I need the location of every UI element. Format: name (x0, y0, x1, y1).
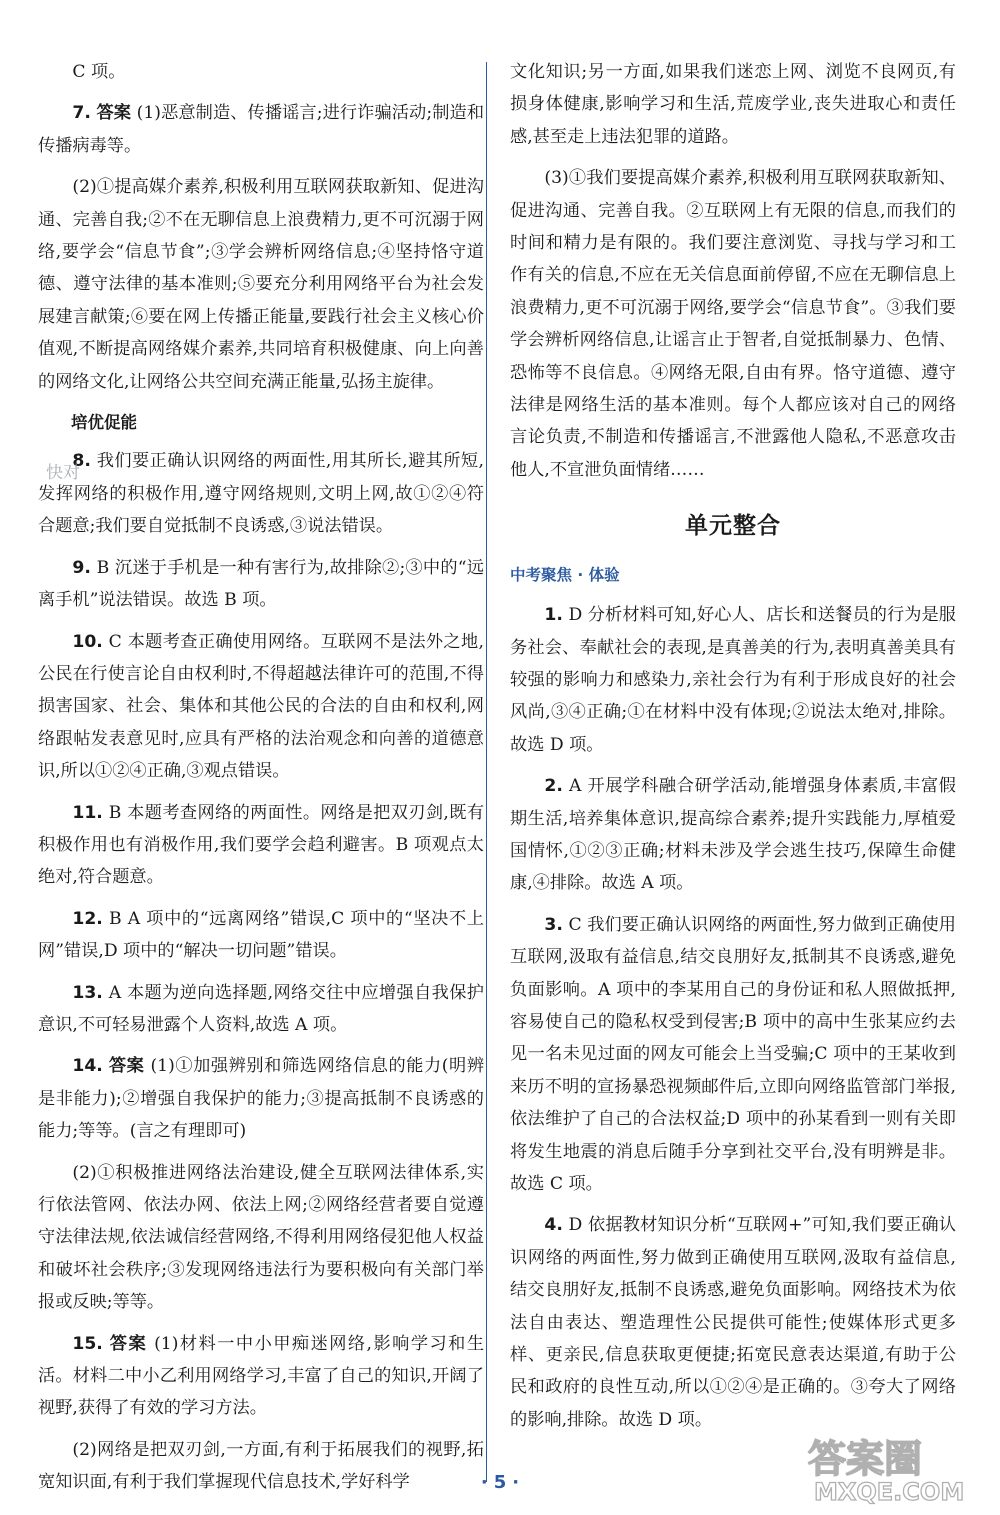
left-column (38, 56, 484, 1508)
answer-7: 7. 答案 (1)恶意制造、传播谣言;进行诈骗活动;制造和传播病毒等。 (38, 103, 485, 156)
answer-11: 11. B 本题考查网络的两面性。网络是把双刃剑,既有积极作用也有消极作用,我们要学会趋利避害。B 项观点太绝对,符合题意。 (38, 802, 485, 888)
watermark-logo-icon (800, 1428, 990, 1508)
answer-15: 15. 答案 (1)材料一中小甲痴迷网络,影响学习和生活。材料二中小乙利用网络学习,丰富了自己的知识,开阔了视野,获得了有效的学习方法。 (38, 1333, 485, 1419)
answer-14-part-2: (2)①积极推进网络法治建设,健全互联网法律体系,实行依法管网、依法办网、依法上网;②网络经营者要自觉遵守法律法规,依法诚信经营网络,不得利用网络侵犯他人权益和破坏社会秩序;③发现网络违法行为要积极向有关部门举报或反映;等等。 (38, 1162, 484, 1313)
right-column (510, 56, 956, 1445)
answer-13: 13. A 本题为逆向选择题,网络交往中应增强自我保护意识,不可轻易泄露个人资料,故选 A 项。 (38, 982, 484, 1035)
unit-title: 单元整合 (685, 513, 781, 540)
answer-9: 9. B 沉迷于手机是一种有害行为,故排除②;③中的“远离手机”说法错误。故选 B 项。 (38, 557, 484, 611)
watermark-text-url: MXQE.COM (814, 1478, 965, 1506)
watermark-text-main: 答案圈 (808, 1437, 923, 1481)
faint-stamp-text: 快对 (46, 463, 80, 483)
exam-focus-heading: 中考聚焦 · 体验 (510, 565, 620, 584)
answer-12: 12. B A 项中的“远离网络”错误,C 项中的“坚决不上网”错误,D 项中的“解决一切问题”错误。 (38, 908, 484, 962)
section-heading: 培优促能 (71, 413, 137, 433)
exam-answer-2: 2. A 开展学科融合研学活动,能增强身体素质,丰富假期生活,培养集体意识,提高综合素养;提升实践能力,厚植爱国情怀,①②③正确;材料未涉及学会逃生技巧,保障生命健康,④排除。故选 A 项。 (510, 776, 956, 894)
exam-answer-3: 3. C 我们要正确认识网络的两面性,努力做到正确使用互联网,汲取有益信息,结交良朋好友,抵制其不良诱惑,避免负面影响。A 项中的李某用自己的身份证和私人照做抵押,容易使自己的隐私权受到侵害;B 项中的高中生张某应约去见一名未见过面的网友可能会上当受骗;C 项中的王某收到来历不明的宣扬暴恐视频邮件后,立即向网络监管部门举报,依法维护了自己的合法权益;D 项中的孙某看到一则有关即将发生地震的消息后随手分享到社交平台,没有明辨是非。故选 C 项。 (510, 914, 956, 1194)
paragraph-c-option: C 项。 (72, 62, 126, 82)
column-divider (486, 62, 487, 1482)
exam-answer-4: 4. D 依据教材知识分析“互联网+”可知,我们要正确认识网络的两面性,努力做到正确使用互联网,汲取有益信息,结交良朋好友,抵制不良诱惑,避免负面影响。网络技术为依法自由表达、塑造理性公民提供可能性;使媒体形式更多样、更亲民,信息获取更便捷;拓宽民意表达渠道,有助于公民和政府的良性互动,所以①②④是正确的。③夸大了网络的影响,排除。故选 D 项。 (510, 1215, 956, 1430)
exam-answer-1: 1. D 分析材料可知,好心人、店长和送餐员的行为是服务社会、奉献社会的表现,是真善美的行为,表明真善美具有较强的影响力和感染力,亲社会行为有利于形成良好的社会风尚,③④正确;①在材料中没有体现;②说法太绝对,排除。故选 D 项。 (510, 605, 956, 755)
answer-15-part-3: (3)①我们要提高媒介素养,积极利用互联网获取新知、促进沟通、完善自我。②互联网上有无限的信息,而我们的时间和精力是有限的。我们要注意浏览、寻找与学习和工作有关的信息,不应在无关信息面前停留,不应在无聊信息上浪费精力,更不可沉溺于网络,要学会“信息节食”。③我们要学会辨析网络信息,让谣言止于智者,自觉抵制暴力、色情、恐怖等不良信息。④网络无限,自由有界。恪守道德、遵守法律是网络生活的基本准则。每个人都应该对自己的网络言论负责,不制造和传播谣言,不泄露他人隐私,不恶意攻击他人,不宣泄负面情绪…… (510, 168, 956, 480)
answer-10: 10. C 本题考查正确使用网络。互联网不是法外之地,公民在行使言论自由权利时,不得超越法律许可的范围,不得损害国家、社会、集体和其他公民的合法的自由和权利,网络跟帖发表意见时,应具有严格的法治观念和向善的道德意识,所以①②④正确,③观点错误。 (38, 631, 484, 782)
answer-15-continued: 文化知识;另一方面,如果我们迷恋上网、浏览不良网页,有损身体健康,影响学习和生活,荒废学业,丧失进取心和责任感,甚至走上违法犯罪的道路。 (510, 62, 956, 147)
answer-7-part-2: (2)①提高媒介素养,积极利用互联网获取新知、促进沟通、完善自我;②不在无聊信息上浪费精力,更不可沉溺于网络,要学会“信息节食”;③学会辨析网络信息;④坚持恪守道德、遵守法律的基本准则;⑤要充分利用网络平台为社会发展建言献策;⑥要在网上传播正能量,要践行社会主义核心价值观,不断提高网络媒介素养,共同培育积极健康、向上向善的网络文化,让网络公共空间充满正能量,弘扬主旋律。 (38, 177, 484, 392)
page-number: · 5 · (480, 1472, 520, 1493)
answer-14: 14. 答案 (1)①加强辨别和筛选网络信息的能力(明辨是非能力);②增强自我保护的能力;③提高抵制不良诱惑的能力;等等。(言之有理即可) (38, 1056, 485, 1142)
answer-15-part-2: (2)网络是把双刃剑,一方面,有利于拓展我们的视野,拓宽知识面,有利于我们掌握现代信息技术,学好科学 (38, 1439, 484, 1493)
answer-8: 8. 我们要正确认识网络的两面性,用其所长,避其所短,发挥网络的积极作用,遵守网络规则,文明上网,故①②④符合题意;我们要自觉抵制不良诱惑,③说法错误。 (38, 451, 484, 537)
watermark-logo (800, 1428, 990, 1508)
